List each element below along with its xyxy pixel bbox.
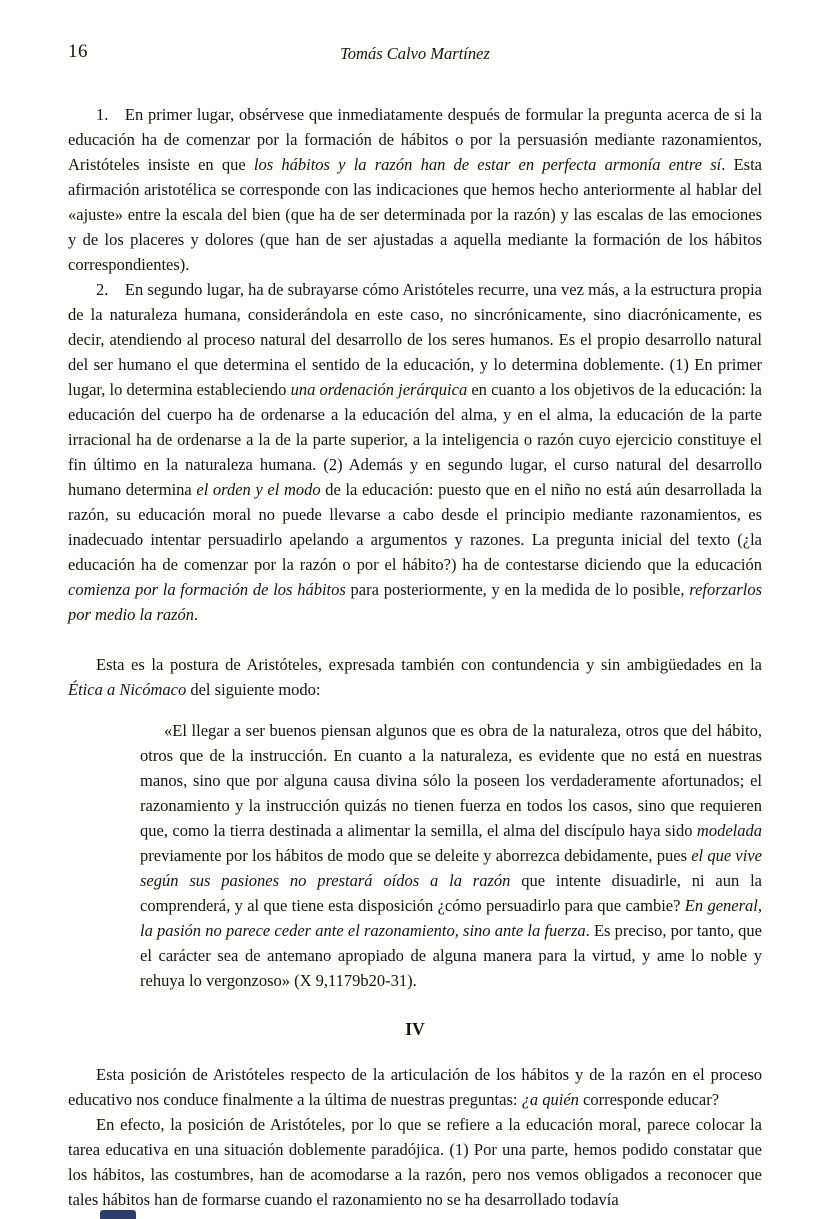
text-run-italic: comienza por la formación de los hábitos [68,580,346,599]
scan-artifact [100,1210,136,1219]
text-run: Esta es la postura de Aristóteles, expresada también con contundencia y sin ambigüedades en la [96,655,762,674]
text-run: de la educación: puesto que en el niño no está aún desarrollada la razón, su educación moral no puede llevarse a cabo desde el principio mediante razonamientos, es inadecuado intentar persuadirlo apelando a argumentos y razones. La pregunta inicial del texto (¿la educación ha de comenzar por la razón o por el hábito?) ha de contestarse diciendo que la educación [68,480,762,574]
page-number: 16 [68,41,88,62]
text-run-italic: ¿a quién [521,1090,579,1109]
page-header [68,41,762,68]
text-run: 2. En segundo lugar, ha de subrayarse cómo Aristóteles recurre, una vez más, a la estructura propia de la naturaleza humana, considerándola en este caso, no sincrónicamente, sino diacrónicamente, es decir, atendiendo al proceso natural del desarrollo de los seres humanos. Es el propio desarrollo natural del ser humano el que determina el sentido de la educación, y lo determina doblemente. (1) En primer lugar, lo determina estableciendo [68,280,762,399]
paragraph-point-1 [68,102,762,277]
text-run: del siguiente modo: [186,680,321,699]
text-run: . Esta afirmación aristotélica se corresponde con las indicaciones que hemos hecho anteriormente al hablar del «ajuste» entre la escala del bien (que ha de ser determinada por la razón) y las escalas de las emociones y de los placeres y dolores (que han de ser ajustadas a aquella mediante la formación de los hábitos correspondientes). [68,155,762,274]
page-body [68,102,762,1212]
block-quote [140,718,762,993]
paragraph-point-2 [68,277,762,627]
text-run-italic: En general, la pasión no parece ceder ante el razonamiento, sino ante la fuerza [140,896,762,940]
paragraph-closing-1 [68,1062,762,1112]
text-run-italic: una ordenación jerárquica [290,380,468,399]
text-run-italic: el que vive según sus pasiones no prestará oídos a la razón [140,846,762,890]
text-run: que intente disuadirle, ni aun la comprenderá, y al que tiene esta disposición ¿cómo persuadirlo para que cambie? [140,871,763,915]
text-run-italic: reforzarlos por medio la razón [68,580,763,624]
text-run: . Es preciso, por tanto, que el carácter sea de antemano apropiado de alguna manera para la virtud, y ame lo noble y rehuya lo vergonzoso» (X 9,1179b20-31). [140,921,762,990]
text-run: 1. En primer lugar, obsérvese que inmediatamente después de formular la pregunta acerca de si la educación ha de comenzar por la formación de hábitos o por la persuasión mediante razonamientos, Aristóteles insiste en que [68,105,762,174]
text-run-italic: el orden y el modo [196,480,321,499]
text-run: previamente por los hábitos de modo que se deleite y aborrezca debidamente, pues [140,846,692,865]
text-run-italic: los hábitos y la razón han de estar en perfecta armonía entre sí [253,155,722,174]
section-heading: IV [405,1019,425,1039]
text-run-italic: Ética a Nicómaco [68,680,187,699]
text-run: En efecto, la posición de Aristóteles, por lo que se refiere a la educación moral, parece colocar la tarea educativa en una situación doblemente paradójica. (1) Por una parte, hemos podido constatar que los hábitos, las costumbres, han de acomodarse a la razón, pero nos vemos obligados a reconocer que tales hábitos han de formarse cuando el razonamiento no se ha desarrollado todavía [68,1115,762,1209]
text-run: en cuanto a los objetivos de la educación: la educación del cuerpo ha de ordenarse a la educación del alma, y en el alma, la educación de la parte irracional ha de ordenarse a la de la parte superior, a la inteligencia o razón cuyo ejercicio constituye el fin último en la naturaleza humana. (2) Además y en segundo lugar, el curso natural del desarrollo humano determina [68,380,763,499]
text-run-italic: modelada [696,821,762,840]
paragraph-quote-intro [68,652,762,702]
text-run: «El llegar a ser buenos piensan algunos que es obra de la naturaleza, otros que del hábito, otros que de la instrucción. En cuanto a la naturaleza, es evidente que no está en nuestras manos, sino que por alguna causa divina sólo la poseen los verdaderamente afortunados; el razonamiento y la instrucción quizás no tienen fuerza en todos los casos, sino que requieren que, como la tierra destinada a alimentar la semilla, el alma del discípulo haya sido [140,721,762,840]
running-header: Tomás Calvo Martínez [340,44,490,63]
text-run: . [194,605,199,624]
text-run: para posteriormente, y en la medida de lo posible, [345,580,690,599]
paragraph-closing-2 [68,1112,762,1212]
text-run: corresponde educar? [578,1090,720,1109]
text-run: Esta posición de Aristóteles respecto de la articulación de los hábitos y de la razón en el proceso educativo nos conduce finalmente a la última de nuestras preguntas: [68,1065,762,1109]
